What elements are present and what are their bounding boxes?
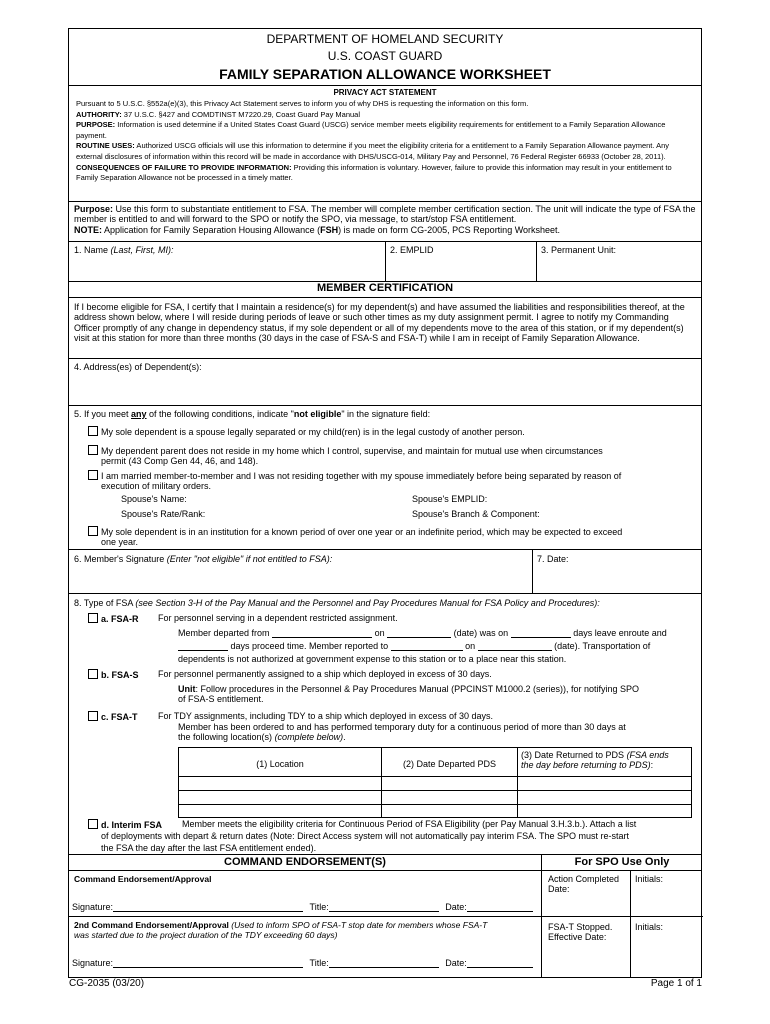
divider (69, 85, 701, 86)
spouse-name-label[interactable]: Spouse's Name: (121, 494, 187, 504)
spo-use-heading: For SPO Use Only (574, 856, 670, 868)
divider (69, 297, 701, 298)
privacy-statement (76, 99, 694, 184)
action-completed-date-label[interactable]: Action Completed Date: (548, 874, 620, 894)
divider (385, 241, 386, 281)
divider (69, 854, 701, 855)
fsa-s-option[interactable]: b. FSA-S (88, 669, 139, 680)
divider (69, 549, 701, 550)
second-endorsement-signature-line: Signature: Title: Date: (72, 958, 540, 968)
divider (69, 593, 701, 594)
form-number: CG-2035 (03/20) (69, 978, 145, 989)
second-title-blank[interactable] (329, 958, 439, 968)
date-departed-column-header: (2) Date Departed PDS (402, 759, 497, 769)
fsa-s-unit-note: Unit: Follow procedures in the Personnel & Pay Procedures Manual (PPCINST M1000.2 (series)), for notifying SPO of FSA-S entitlement. (178, 684, 640, 705)
divider (69, 916, 541, 917)
departed-date-blank[interactable] (387, 628, 451, 638)
fsa-r-line2: days proceed time. Member reported to on (date). Transportation of (178, 641, 698, 651)
first-date-blank[interactable] (467, 902, 533, 912)
dependent-address-field-label[interactable]: 4. Address(es) of Dependent(s): (74, 362, 202, 372)
name-field-label[interactable]: 1. Name (Last, First, MI): (74, 245, 174, 255)
command-endorsement-label: Command Endorsement/Approval (74, 874, 212, 884)
member-signature-field-label[interactable]: 6. Member's Signature (Enter "not eligible" if not entitled to FSA): (74, 554, 333, 564)
fsa-r-description: For personnel serving in a dependent restricted assignment. (158, 613, 398, 623)
reported-date-blank[interactable] (478, 641, 552, 651)
checkbox[interactable] (88, 526, 98, 536)
second-signature-blank[interactable] (113, 958, 303, 968)
fsa-r-line1: Member departed from on (date) was on days leave enroute and (178, 628, 667, 638)
checkbox[interactable] (88, 819, 98, 829)
condition-institution[interactable]: My sole dependent is in an institution for a known period of over one year or an indefinite period, which may be expected to exceed one year. (88, 526, 698, 548)
table-row-divider (179, 790, 691, 791)
spouse-branch-label[interactable]: Spouse's Branch & Component: (412, 509, 540, 519)
interim-fsa-line3: the FSA the day after the last FSA entitlement ended). (101, 843, 317, 853)
privacy-routine-uses: ROUTINE USES: Authorized USCG officials will use this information to determine if you meet the eligibility criteria for a entitlement to a Family Separation Allowance payment. Any external disclosures of information within this record will be made in accordance with DHS/USCG-014, Military Pay and Personnel, 76 Federal Register 66933 (October 28, 2011). (76, 141, 670, 161)
privacy-purpose: PURPOSE: Information is used determine if a United States Coast Guard (USCG) service member meets eligibility requirements for entitlement to a Family Separation Allowance payment. (76, 120, 666, 140)
member-certification-heading: MEMBER CERTIFICATION (316, 282, 454, 294)
fsh-note: NOTE: Application for Family Separation Housing Allowance (FSH) is made on form CG-2005, PCS Reporting Worksheet. (74, 224, 561, 235)
interim-fsa-option[interactable]: d. Interim FSA (88, 819, 162, 830)
spo-initials-1-label[interactable]: Initials: (635, 874, 664, 884)
divider (69, 870, 701, 871)
divider (69, 201, 701, 202)
section5-lead: 5. If you meet any of the following conditions, indicate "not eligible" in the signature field: (74, 409, 431, 419)
permanent-unit-field-label[interactable]: 3. Permanent Unit: (541, 245, 617, 255)
privacy-heading: PRIVACY ACT STATEMENT (333, 88, 437, 97)
fsa-s-description: For personnel permanently assigned to a ship which deployed in excess of 30 days. (158, 669, 492, 679)
fsa-t-description: For TDY assignments, including TDY to a ship which deployed in excess of 30 days. (158, 711, 494, 721)
department-title: DEPARTMENT OF HOMELAND SECURITY (266, 32, 504, 46)
divider (541, 916, 703, 917)
spouse-emplid-label[interactable]: Spouse's EMPLID: (412, 494, 488, 504)
condition-member-to-member[interactable]: I am married member-to-member and I was not residing together with my spouse immediately before being separated by reason of execution of military orders. (88, 470, 698, 492)
condition-dependent-parent[interactable]: My dependent parent does not reside in my home which I control, supervise, and maintain for mutual use when circumstances permit (43 Comp Gen 44, 46, and 148). (88, 445, 698, 467)
condition-sole-dependent-separated[interactable]: My sole dependent is a spouse legally separated or my child(ren) is in the legal custody of another person. (88, 426, 698, 437)
second-endorsement-label: 2nd Command Endorsement/Approval (Used to inform SPO of FSA-T stop date for members whose FSA-T was started due to the project duration of the TDY exceeding 60 days) (74, 920, 488, 940)
first-endorsement-signature-line: Signature: Title: Date: (72, 902, 540, 912)
spouse-rate-label[interactable]: Spouse's Rate/Rank: (121, 509, 206, 519)
spo-initials-2-label[interactable]: Initials: (635, 922, 664, 932)
interim-fsa-line2: of deployments with depart & return dates (Note: Direct Access system will not automatically pay interim FSA. The SPO must re-start (101, 831, 630, 841)
divider (69, 405, 701, 406)
checkbox[interactable] (88, 669, 98, 679)
command-endorsement-heading: COMMAND ENDORSEMENT(S) (224, 856, 386, 868)
privacy-consequences: CONSEQUENCES OF FAILURE TO PROVIDE INFORMATION: Providing this information is voluntary. However, failure to provide this information may result in your entitlement to Family Separation Allowance not be processed in a timely matter. (76, 162, 672, 183)
divider (536, 241, 537, 281)
date-returned-column-header: (3) Date Returned to PDS (FSA ends the day before returning to PDS): (521, 750, 669, 771)
location-column-header: (1) Location (256, 759, 304, 769)
table-row-divider (179, 776, 691, 777)
interim-fsa-line1: Member meets the eligibility criteria for Continuous Period of FSA Eligibility (per Pay Manual 3.H.3.b.). Attach a list (182, 819, 637, 829)
tdy-locations-table (178, 747, 692, 818)
checkbox[interactable] (88, 613, 98, 623)
purpose-block (74, 204, 696, 235)
member-certification-text: If I become eligible for FSA, I certify that I maintain a residence(s) for my dependent(s) and have assumed the liabilities and responsibilities thereof, at the address shown below, where I will reside during periods of leave or such other times as my duty assignment permit. I agree to notify my Commanding Officer promptly of any change in dependency status, if my sole dependent or all of my dependents move to the area of this station, or if my dependent(s) visit at this station for more than three months (30 days in the case of FSA-S and FSA-T) while I am in receipt of Family Separation Allowance. (74, 302, 685, 344)
divider (630, 870, 631, 977)
first-title-blank[interactable] (329, 902, 439, 912)
emplid-field-label[interactable]: 2. EMPLID (390, 245, 434, 255)
fsa-t-stopped-date-label[interactable]: FSA-T Stopped. Effective Date: (548, 922, 613, 942)
privacy-authority: AUTHORITY: 37 U.S.C. §427 and COMDTINST M7220.29, Coast Guard Pay Manual (76, 109, 361, 119)
section8-lead: 8. Type of FSA (see Section 3-H of the Pay Manual and the Personnel and Pay Procedures Manual for FSA Policy and Procedures): (74, 598, 600, 608)
signature-date-field-label[interactable]: 7. Date: (537, 554, 569, 564)
proceed-days-blank[interactable] (178, 641, 228, 651)
divider (69, 358, 701, 359)
fsa-worksheet-form (68, 28, 702, 978)
second-date-blank[interactable] (467, 958, 533, 968)
leave-days-blank[interactable] (511, 628, 571, 638)
fsa-r-option[interactable]: a. FSA-R (88, 613, 139, 624)
divider (532, 549, 533, 593)
checkbox[interactable] (88, 445, 98, 455)
fsa-r-line3: dependents is not authorized at government expense to this station or to a place near this station. (178, 654, 567, 664)
privacy-intro: Pursuant to 5 U.S.C. §552a(e)(3), this Privacy Act Statement serves to inform you of why DHS is requesting the information on this form. (76, 99, 529, 108)
divider (517, 748, 518, 818)
fsa-t-detail: Member has been ordered to and has performed temporary duty for a continuous period of more than 30 days at the following location(s) (complete below). (178, 722, 626, 743)
checkbox[interactable] (88, 711, 98, 721)
reported-to-blank[interactable] (391, 641, 463, 651)
agency-title: U.S. COAST GUARD (327, 49, 443, 63)
fsa-t-option[interactable]: c. FSA-T (88, 711, 138, 722)
first-signature-blank[interactable] (113, 902, 303, 912)
purpose-text: Purpose: Use this form to substantiate entitlement to FSA. The member will complete member certification section. The unit will indicate the type of FSA the member is entitled to and will forward to the SPO or notify the SPO, via message, to start/stop FSA entitlement. (74, 204, 696, 225)
form-title: FAMILY SEPARATION ALLOWANCE WORKSHEET (219, 66, 551, 82)
checkbox[interactable] (88, 426, 98, 436)
table-row-divider (179, 804, 691, 805)
page-number: Page 1 of 1 (650, 978, 702, 989)
departed-from-blank[interactable] (272, 628, 372, 638)
checkbox[interactable] (88, 470, 98, 480)
